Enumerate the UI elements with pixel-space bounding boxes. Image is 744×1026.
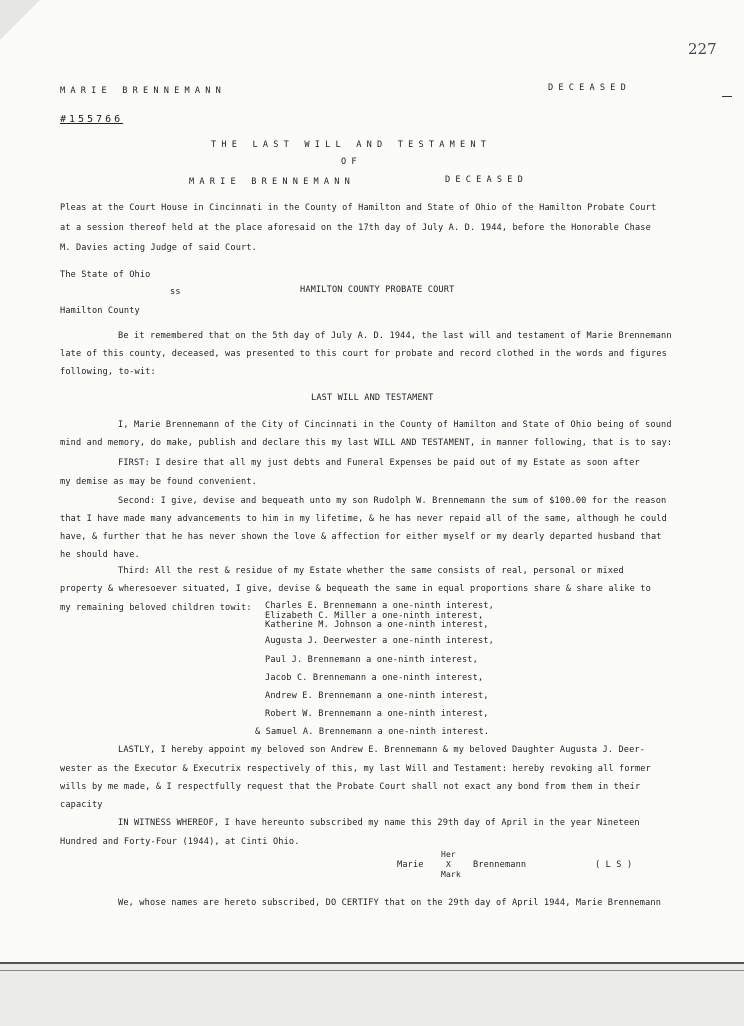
- child-bequest: Andrew E. Brennemann a one-ninth interest,: [265, 691, 489, 701]
- intro-line: I, Marie Brennemann of the City of Cincinnati in the County of Hamilton and State of Ohio being of sound: [118, 420, 672, 430]
- signature-mark-label: Mark: [441, 870, 461, 879]
- child-bequest: Paul J. Brennemann a one-ninth interest,: [265, 655, 478, 665]
- margin-mark: [722, 96, 732, 97]
- lastly-clause-line: wester as the Executor & Executrix respectively of this, my last Will and Testament: hereby revoking all former: [60, 764, 651, 774]
- third-clause-lead: my remaining beloved children towit:: [60, 603, 252, 613]
- first-clause-line: FIRST: I desire that all my just debts and Funeral Expenses be paid out of my Estate as soon after: [118, 458, 640, 468]
- lastly-clause-line: capacity: [60, 800, 103, 810]
- intro-line: mind and memory, do make, publish and declare this my last WILL AND TESTAMENT, in manner following, that is to say:: [60, 438, 673, 448]
- signature-last-name: Brennemann: [473, 860, 527, 870]
- child-bequest: Jacob C. Brennemann a one-ninth interest,: [265, 673, 484, 683]
- pleas-line: Pleas at the Court House in Cincinnati in the County of Hamilton and State of Ohio of the Hamilton Probate Court: [60, 203, 657, 213]
- child-bequest: Charles E. Brennemann a one-ninth interest,: [265, 601, 494, 611]
- title-status: DECEASED: [445, 175, 528, 185]
- child-bequest: Katherine M. Johnson a one-ninth interest,: [265, 620, 489, 630]
- child-bequest: Augusta J. Deerwester a one-ninth interest,: [265, 636, 494, 646]
- second-clause-line: he should have.: [60, 550, 140, 560]
- second-clause-line: that I have made many advancements to him in my lifetime, & he has never repaid all of the same, although he could: [60, 514, 667, 524]
- seal-label: ( L S ): [595, 860, 633, 870]
- title-line1: THE LAST WILL AND TESTAMENT: [211, 140, 492, 150]
- venue-county: Hamilton County: [60, 306, 140, 316]
- title-line2: OF: [341, 157, 362, 167]
- remembered-line: following, to-wit:: [60, 367, 156, 377]
- venue-court: HAMILTON COUNTY PROBATE COURT: [300, 285, 455, 295]
- pleas-line: at a session thereof held at the place aforesaid on the 17th day of July A. D. 1944, before the Honorable Chase: [60, 223, 651, 233]
- case-number: #155766: [60, 114, 124, 125]
- remembered-line: late of this county, deceased, was presented to this court for probate and record clothed in the words and figures: [60, 349, 667, 359]
- pleas-line: M. Davies acting Judge of said Court.: [60, 243, 257, 253]
- remembered-line: Be it remembered that on the 5th day of July A. D. 1944, the last will and testament of Marie Brennemann: [118, 331, 672, 341]
- witness-line: Hundred and Forty-Four (1944), at Cinti Ohio.: [60, 837, 300, 847]
- venue-ss: ss: [170, 287, 181, 297]
- second-clause-line: have, & further that he has never shown the love & affection for either myself or my dearly departed husband that: [60, 532, 662, 542]
- lastly-clause-line: LASTLY, I hereby appoint my beloved son Andrew E. Brennemann & my beloved Daughter Augusta J. Deer-: [118, 745, 646, 755]
- page-number: 227: [688, 40, 717, 58]
- header-status: DECEASED: [548, 83, 631, 93]
- signature-her: Her: [441, 850, 456, 859]
- venue-state: The State of Ohio: [60, 270, 151, 280]
- header-name: MARIE BRENNEMANN: [60, 86, 226, 96]
- child-bequest: & Samuel A. Brennemann a one-ninth interest.: [255, 727, 490, 737]
- folded-corner: [0, 0, 40, 40]
- child-bequest: Elizabeth C. Miller a one-ninth interest,: [265, 611, 484, 621]
- title-name: MARIE BRENNEMANN: [189, 177, 355, 187]
- child-bequest: Robert W. Brennemann a one-ninth interest,: [265, 709, 489, 719]
- lastly-clause-line: wills by me made, & I respectfully request that the Probate Court shall not exact any bond from them in their: [60, 782, 641, 792]
- witness-line: IN WITNESS WHEREOF, I have hereunto subscribed my name this 29th day of April in the year Nineteen: [118, 818, 640, 828]
- signature-mark-x: X: [446, 860, 451, 869]
- first-clause-line: my demise as may be found convenient.: [60, 477, 257, 487]
- signature-first-name: Marie: [397, 860, 424, 870]
- will-heading: LAST WILL AND TESTAMENT: [311, 393, 434, 403]
- second-clause-line: Second: I give, devise and bequeath unto my son Rudolph W. Brennemann the sum of $100.00 for the reason: [118, 496, 667, 506]
- scan-bottom-edge: [0, 962, 744, 1026]
- certify-line: We, whose names are hereto subscribed, DO CERTIFY that on the 29th day of April 1944, Marie Brennemann: [118, 898, 662, 908]
- third-clause-line: Third: All the rest & residue of my Estate whether the same consists of real, personal or mixed: [118, 566, 624, 576]
- third-clause-line: property & wheresoever situated, I give, devise & bequeath the same in equal proportions share & share alike to: [60, 584, 651, 594]
